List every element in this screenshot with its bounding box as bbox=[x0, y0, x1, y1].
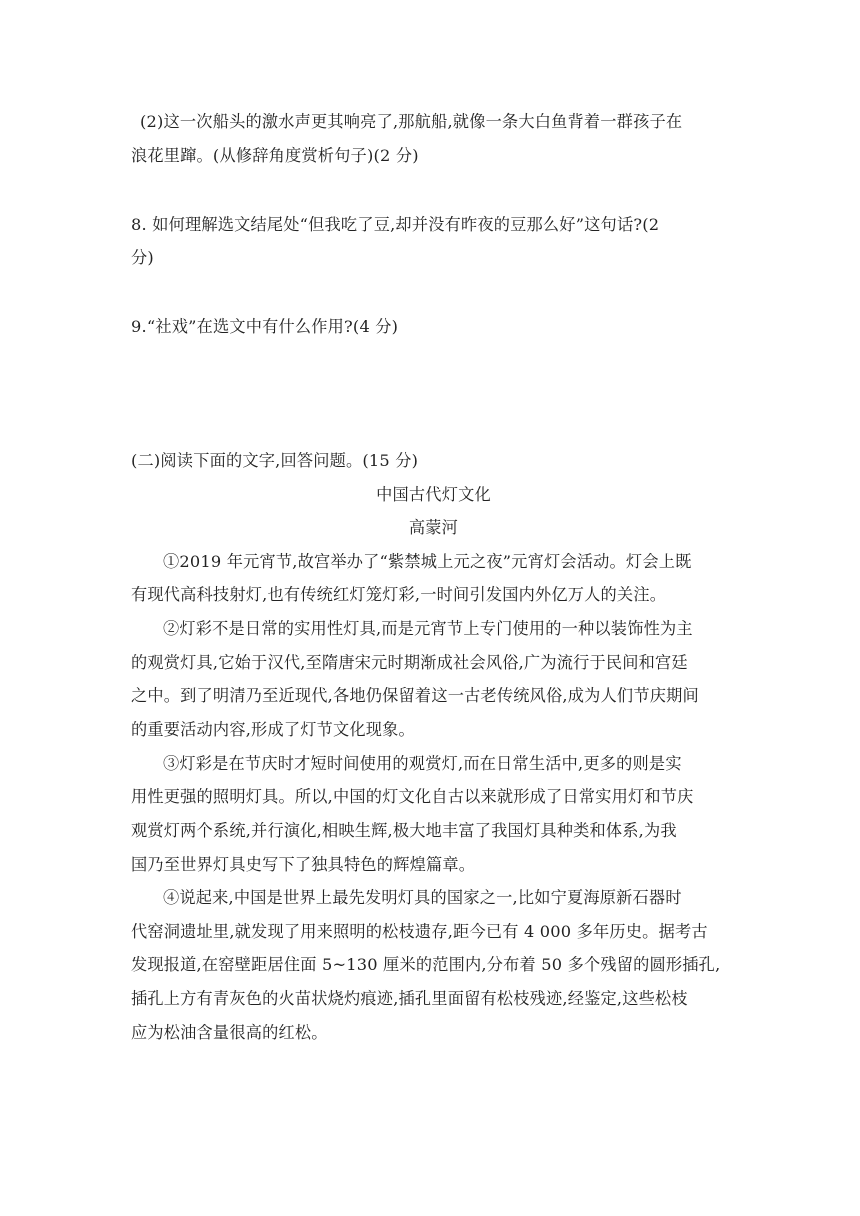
paragraph-2-line-2: 的观赏灯具,它始于汉代,至隋唐宋元时期渐成社会风俗,广为流行于民间和宫廷 bbox=[131, 653, 688, 672]
paragraph-2-line-1: ②灯彩不是日常的实用性灯具,而是元宵节上专门使用的一种以装饰性为主 bbox=[163, 619, 693, 638]
paragraph-4-line-1: ④说起来,中国是世界上最先发明灯具的国家之一,比如宁夏海原新石器时 bbox=[163, 888, 682, 907]
paragraph-3-line-4: 国乃至世界灯具史写下了独具特色的辉煌篇章。 bbox=[131, 855, 476, 874]
paragraph-4-line-2: 代窑洞遗址里,就发现了用来照明的松枝遗存,距今已有 4 000 多年历史。据考古 bbox=[131, 922, 708, 941]
paragraph-3-line-2: 用性更强的照明灯具。所以,中国的灯文化自古以来就形成了日常实用灯和节庆 bbox=[131, 787, 694, 806]
paragraph-2-line-4: 的重要活动内容,形成了灯节文化现象。 bbox=[131, 720, 415, 739]
paragraph-4-line-5: 应为松油含量很高的红松。 bbox=[131, 1023, 328, 1042]
question-8-line-2: 分) bbox=[131, 248, 154, 267]
section-heading: (二)阅读下面的文字,回答问题。(15 分) bbox=[131, 451, 419, 470]
question-7-2-line-1: (2)这一次船头的激水声更其响亮了,那航船,就像一条大白鱼背着一群孩子在 bbox=[140, 112, 683, 131]
paragraph-3-line-1: ③灯彩是在节庆时才短时间使用的观赏灯,而在日常生活中,更多的则是实 bbox=[163, 754, 682, 773]
question-8-line-1: 8. 如何理解选文结尾处“但我吃了豆,却并没有昨夜的豆那么好”这句话?(2 bbox=[131, 215, 660, 234]
paragraph-3-line-3: 观赏灯两个系统,并行演化,相映生辉,极大地丰富了我国灯具种类和体系,为我 bbox=[131, 821, 677, 840]
article-author: 高蒙河 bbox=[408, 518, 459, 537]
article-title: 中国古代灯文化 bbox=[376, 485, 491, 504]
paragraph-4-line-4: 插孔上方有青灰色的火苗状烧灼痕迹,插孔里面留有松枝残迹,经鉴定,这些松枝 bbox=[131, 989, 688, 1008]
paragraph-4-line-3: 发现报道,在窑壁距居住面 5~130 厘米的范围内,分布着 50 多个残留的圆形插孔, bbox=[131, 955, 721, 974]
paragraph-2-line-3: 之中。到了明清乃至近现代,各地仍保留着这一古老传统风俗,成为人们节庆期间 bbox=[131, 686, 699, 705]
paragraph-1-line-1: ①2019 年元宵节,故宫举办了“紫禁城上元之夜”元宵灯会活动。灯会上既 bbox=[163, 552, 692, 571]
paragraph-1-line-2: 有现代高科技射灯,也有传统红灯笼灯彩,一时间引发国内外亿万人的关注。 bbox=[131, 585, 667, 604]
question-9: 9.“社戏”在选文中有什么作用?(4 分) bbox=[131, 317, 399, 336]
question-7-2-line-2: 浪花里蹿。(从修辞角度赏析句子)(2 分) bbox=[131, 146, 419, 165]
